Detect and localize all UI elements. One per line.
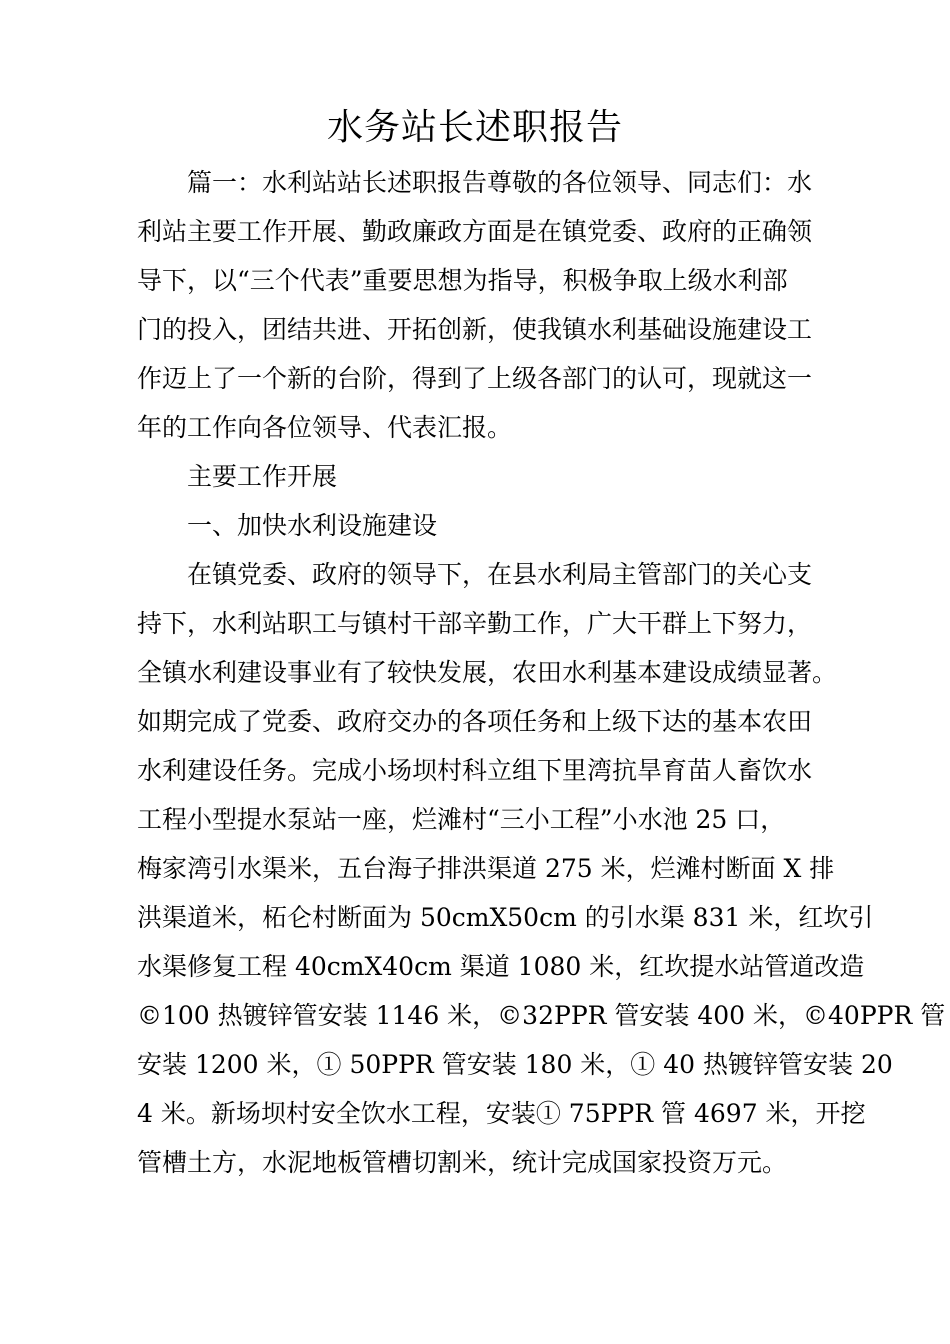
paragraph-line: 洪渠道米，柘仑村断面为 50cmX50cm 的引水渠 831 米，红坎引 [137,903,874,932]
paragraph-line: 全镇水利建设事业有了较快发展，农田水利基本建设成绩显著。 [137,658,838,687]
paragraph-line: 门的投入，团结共进、开拓创新，使我镇水利基础设施建设工 [137,315,813,344]
document-title: 水务站长述职报告 [326,107,623,148]
paragraph-line: 梅家湾引水渠米，五台海子排洪渠道 275 米，烂滩村断面 X 排 [137,854,835,883]
paragraph-line: 4 米。新场坝村安全饮水工程，安装① 75PPR 管 4697 米，开挖 [137,1099,866,1128]
paragraph-line: 工程小型提水泵站一座，烂滩村“三小工程”小水池 25 口， [137,805,786,834]
paragraph-line: 篇一：水利站站长述职报告尊敬的各位领导、同志们：水 [187,168,813,197]
paragraph-line: 作迈上了一个新的台阶，得到了上级各部门的认可，现就这一 [137,364,813,393]
paragraph-line: 安装 1200 米，① 50PPR 管安装 180 米，① 40 热镀锌管安装 20 [137,1050,893,1079]
paragraph-line: 年的工作向各位领导、代表汇报。 [137,413,513,442]
section-heading: 主要工作开展 [187,462,338,491]
paragraph-line: 管槽土方，水泥地板管槽切割米，统计完成国家投资万元。 [137,1148,788,1177]
paragraph-line: 在镇党委、政府的领导下，在县水利局主管部门的关心支 [187,560,813,589]
paragraph-line: ©100 热镀锌管安装 1146 米，©32PPR 管安装 400 米，©40PPR 管 [137,1001,946,1030]
paragraph-line: 水渠修复工程 40cmX40cm 渠道 1080 米，红坎提水站管道改造 [137,952,865,981]
document-body [137,158,946,1187]
paragraph-line: 如期完成了党委、政府交办的各项任务和上级下达的基本农田 [137,707,813,736]
paragraph-line: 利站主要工作开展、勤政廉政方面是在镇党委、政府的正确领 [137,217,813,246]
paragraph-line: 导下，以“三个代表”重要思想为指导，积极争取上级水利部 [137,266,788,295]
section-heading: 一、加快水利设施建设 [187,511,438,540]
paragraph-line: 水利建设任务。完成小场坝村科立组下里湾抗旱育苗人畜饮水 [137,756,813,785]
paragraph-line: 持下，水利站职工与镇村干部辛勤工作，广大干群上下努力， [137,609,813,638]
